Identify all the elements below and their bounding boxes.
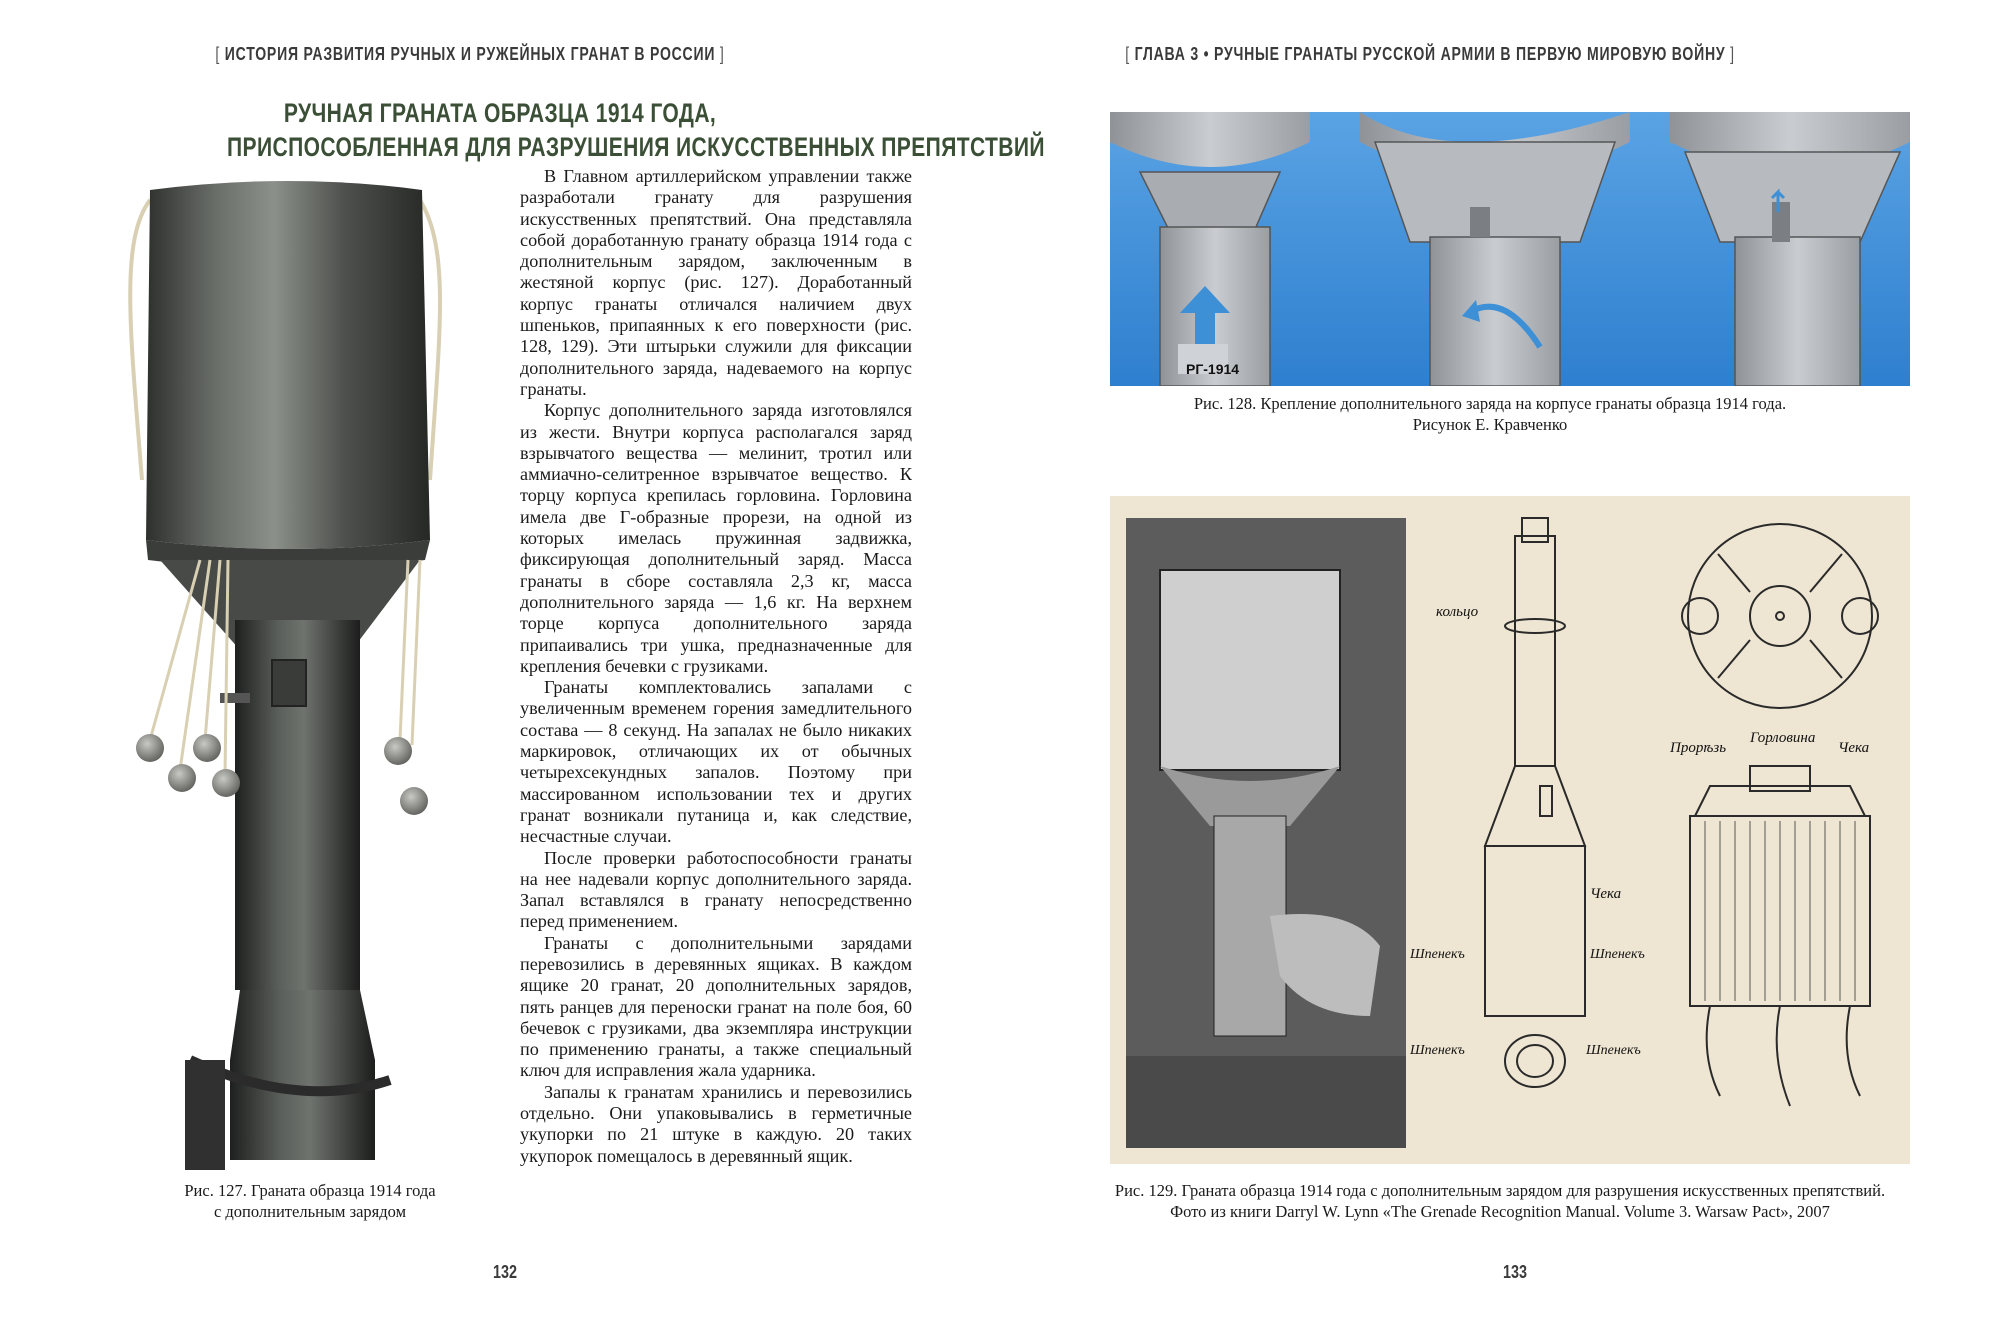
figure-127-grenade-photo: [90, 180, 490, 1170]
fig-128-label: РГ-1914: [1186, 361, 1240, 377]
label-shpenek-4: Шпенекъ: [1586, 1043, 1641, 1058]
caption-128-line-1: Рис. 128. Крепление дополнительного заряда на корпусе гранаты образца 1914 года.: [1193, 394, 1787, 413]
label-shpenek-3: Шпенекъ: [1410, 1043, 1465, 1058]
paragraph-1: В Главном артиллерийском управлении также разработали гранату для разрушения искусственных препятствий. Она представляла собой доработанную гранату образца 1914 года с дополнительным зарядом, заключенным в жестяной корпус (рис. 127). Доработанный корпус гранаты отличался наличием двух шпеньков, припаянных к его поверхности (рис. 128, 129). Эти штырьки служили для фиксации дополнительного заряда, надеваемого на корпус гранаты.: [520, 166, 912, 399]
attachment-illustration: [1110, 112, 1910, 386]
page-number-left: 132: [493, 1262, 518, 1282]
caption-figure-128: [1060, 393, 1920, 435]
running-head-right: [ ГЛАВА 3 • РУЧНЫЕ ГРАНАТЫ РУССКОЙ АРМИИ В ПЕРВУЮ МИРОВУЮ ВОЙНУ ]: [1125, 44, 1735, 64]
figure-128-attachment-diagram: [1110, 112, 1910, 386]
running-head-right-text: ГЛАВА 3 • РУЧНЫЕ ГРАНАТЫ РУССКОЙ АРМИИ В ПЕРВУЮ МИРОВУЮ ВОЙНУ: [1134, 44, 1726, 64]
caption-129-line-2: Фото из книги Darryl W. Lynn «The Grenade Recognition Manual. Volume 3. Warsaw Pact», 2007: [1170, 1202, 1830, 1221]
paragraph-3: Гранаты комплектовались запалами с увеличенным временем горения замедлительного состава — 8 секунд. На запалах не было никаких маркировок, отличающих их от обычных четырехсекундных запалов. Поэтому при массированном использовании тех и других гранат возникали путаница и, как следствие, несчастные случаи.: [520, 677, 912, 847]
running-head-left: [ ИСТОРИЯ РАЗВИТИЯ РУЧНЫХ И РУЖЕЙНЫХ ГРАНАТ В РОССИИ ]: [215, 44, 725, 64]
label-prorez: Прорѣзь: [1670, 740, 1727, 756]
page-number-right: 133: [1503, 1262, 1528, 1282]
caption-127-line-2: с дополнительным зарядом: [213, 1202, 407, 1221]
caption-129-line-1: Рис. 129. Граната образца 1914 года с дополнительным зарядом для разрушения искусственных препятствий.: [1114, 1181, 1886, 1200]
label-shpenek-1: Шпенекъ: [1410, 947, 1465, 962]
paragraph-2: Корпус дополнительного заряда изготовлялся из жести. Внутри корпуса располагался заряд взрывчатого вещества — мелинит, тротил или аммиачно-селитренное взрывчатое вещество. К торцу корпуса крепилась горловина. Горловина имела две Г-образные прорези, на одной из которых имелась пружинная задвижка, фиксирующая дополнительный заряд. Масса гранаты в сборе составляла 2,3 кг, масса дополнительного заряда — 1,6 кг. На верхнем торце корпуса дополнительного заряда припаивались три ушка, предназначенные для крепления бечевки с грузиками.: [520, 400, 912, 676]
label-cheka-1: Чека: [1590, 886, 1622, 902]
label-gorlovina: Горловина: [1750, 730, 1816, 746]
article-body: [520, 166, 912, 1167]
figure-129-photo-and-drawings: [1110, 496, 1910, 1164]
title-line-1: РУЧНАЯ ГРАНАТА ОБРАЗЦА 1914 ГОДА,: [283, 98, 717, 128]
chapter-title: [227, 96, 1045, 164]
paragraph-6: Запалы к гранатам хранились и перевозились отдельно. Они упаковывались в герметичные укупорки по 21 штуке в каждую. 20 таких укупорок помещалось в деревянный ящик.: [520, 1081, 912, 1166]
caption-figure-129: [1080, 1180, 1920, 1222]
running-head-left-text: ИСТОРИЯ РАЗВИТИЯ РУЧНЫХ И РУЖЕЙНЫХ ГРАНАТ В РОССИИ: [224, 44, 716, 64]
title-line-2: ПРИСПОСОБЛЕННАЯ ДЛЯ РАЗРУШЕНИЯ ИСКУССТВЕННЫХ ПРЕПЯТСТВИЙ: [227, 132, 1045, 162]
paragraph-4: После проверки работоспособности гранаты на нее надевали корпус дополнительного заряда. Запал вставлялся в гранату непосредственно перед применением.: [520, 847, 912, 932]
grenade-illustration: [90, 180, 490, 1170]
technical-drawing: [1110, 496, 1910, 1164]
label-shpenek-2: Шпенекъ: [1590, 947, 1645, 962]
label-cheka-2: Чека: [1838, 740, 1870, 756]
paragraph-5: Гранаты с дополнительными зарядами перевозились в деревянных ящиках. В каждом ящике 20 гранат, 20 дополнительных зарядов, пять ранцев для переноски гранат на поле боя, 60 бечевок с грузиками, два экземпляра инструкции по применению гранаты, а также специальный ключ для исправления жала ударника.: [520, 932, 912, 1081]
caption-128-line-2: Рисунок Е. Кравченко: [1412, 415, 1568, 434]
caption-figure-127: [140, 1180, 480, 1222]
label-kolco: кольцо: [1436, 604, 1479, 620]
caption-127-line-1: Рис. 127. Граната образца 1914 года: [184, 1181, 436, 1200]
